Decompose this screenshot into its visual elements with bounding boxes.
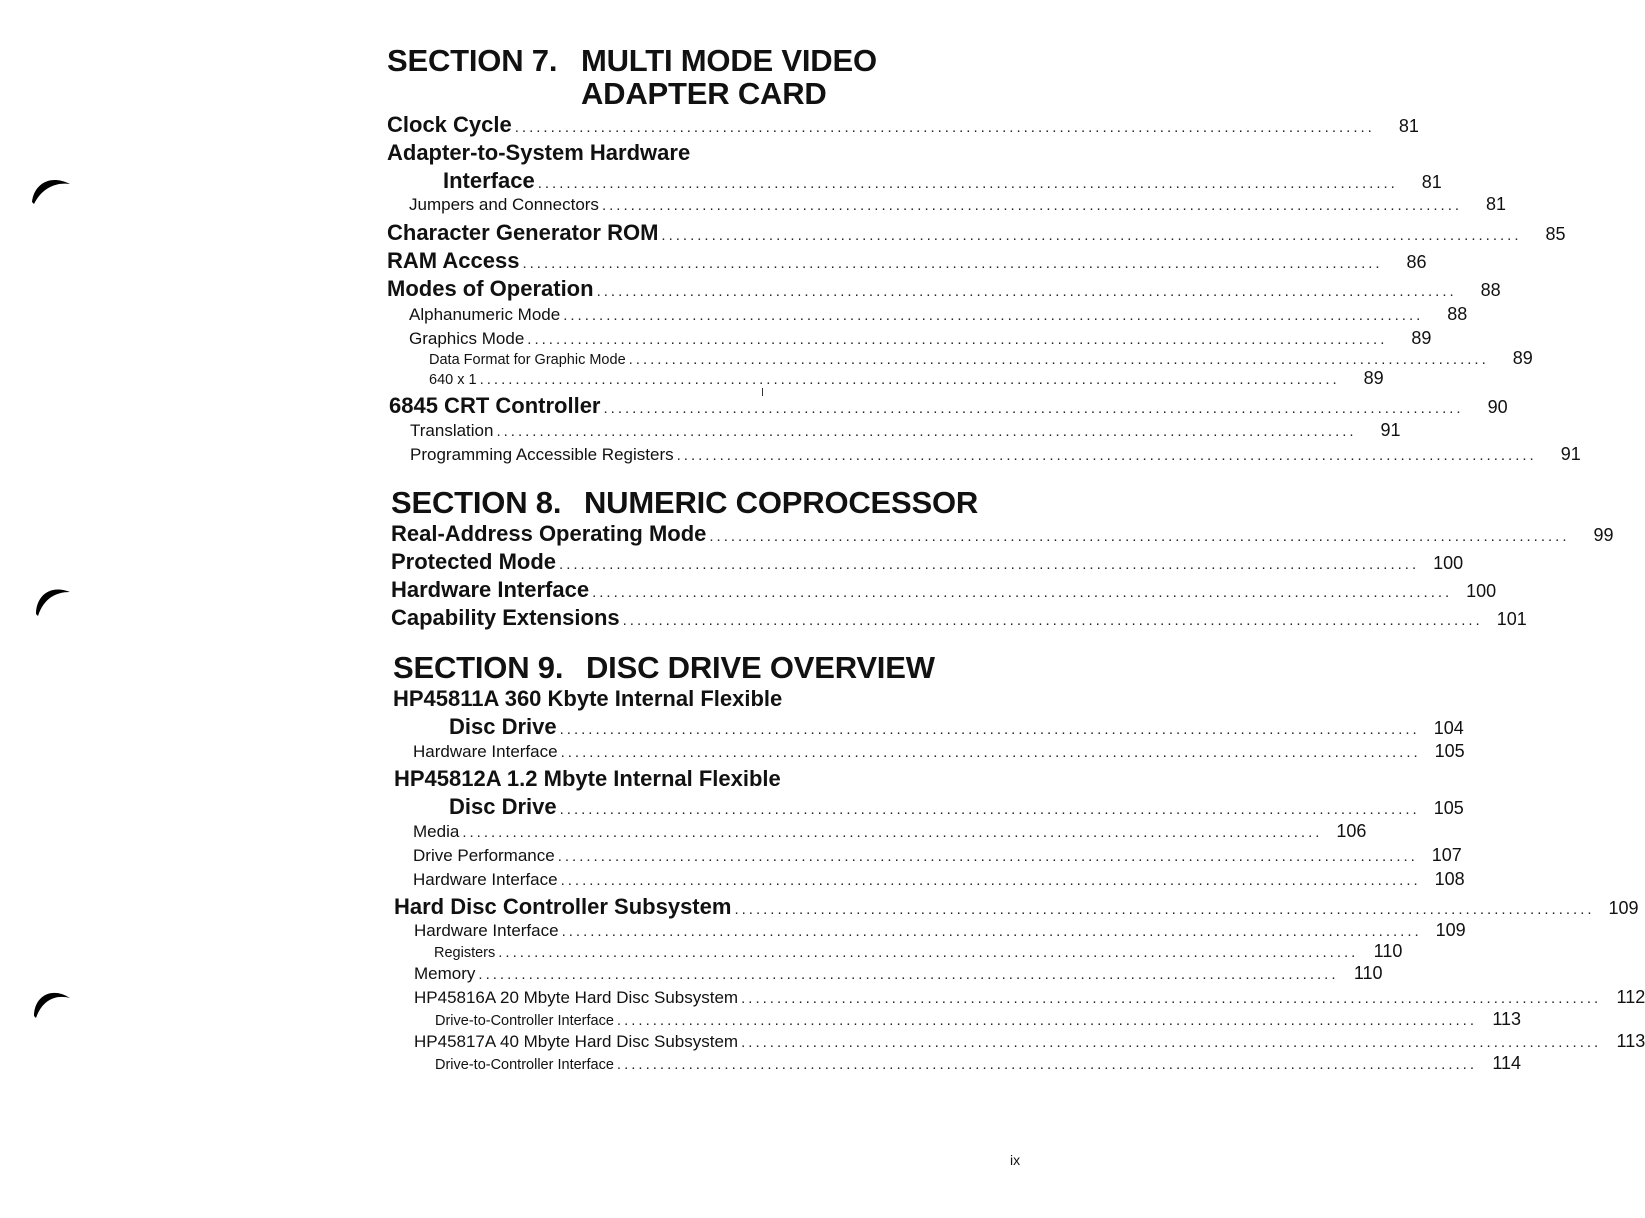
toc-entry[interactable] (409, 304, 1468, 325)
entry-page: 106 (1336, 821, 1367, 841)
entry-label: Registers (434, 945, 496, 961)
entry-label: Clock Cycle (387, 112, 512, 137)
entry-label: Capability Extensions (391, 605, 620, 630)
leader-dots: ........................................................................................................................ (478, 966, 1339, 983)
leader-dots: ........................................................................................................................ (479, 371, 1340, 388)
entry-page: 112 (1616, 987, 1645, 1007)
entry-page: 88 (1480, 280, 1501, 300)
toc-entry[interactable] (387, 276, 1501, 302)
section-number: SECTION 7. (387, 43, 558, 78)
entry-page: 108 (1434, 869, 1465, 889)
section-title-line: DISC DRIVE OVERVIEW (586, 650, 935, 685)
leader-dots: ........................................................................................................................ (496, 423, 1357, 440)
entry-label: Graphics Mode (409, 329, 525, 348)
entry-label: HP45816A 20 Mbyte Hard Disc Subsystem (414, 988, 739, 1007)
toc-entry-heading: Adapter-to-System Hardware (387, 140, 691, 165)
entry-page: 105 (1434, 741, 1465, 761)
leader-dots: ........................................................................................................................ (563, 307, 1424, 324)
entry-label: Disc Drive (449, 714, 557, 739)
leader-dots: ........................................................................................................................ (741, 990, 1602, 1007)
entry-page: 105 (1433, 798, 1464, 818)
entry-label: Hard Disc Controller Subsystem (394, 894, 732, 919)
entry-page: 85 (1545, 224, 1566, 244)
toc-entry[interactable] (391, 605, 1527, 631)
entry-label: HP45817A 40 Mbyte Hard Disc Subsystem (414, 1032, 739, 1051)
section-title-line: MULTI MODE VIDEO (581, 43, 877, 78)
entry-page: 110 (1373, 941, 1403, 961)
entry-label: RAM Access (387, 248, 520, 273)
entry-label: Protected Mode (391, 549, 557, 574)
toc-entry[interactable] (435, 1009, 1522, 1030)
toc-entry[interactable] (414, 987, 1645, 1008)
leader-dots: ........................................................................................................................ (559, 556, 1420, 573)
entry-page: 91 (1380, 420, 1401, 440)
punch-hole-bottom (30, 984, 72, 1018)
toc-entry[interactable] (409, 328, 1432, 349)
entry-label: 640 x 1 (429, 372, 477, 388)
entry-label: Media (413, 822, 460, 841)
entry-page: 107 (1431, 845, 1462, 865)
punch-hole-top (30, 172, 72, 206)
entry-page: 101 (1496, 609, 1527, 629)
leader-dots: ........................................................................................................................ (527, 331, 1388, 348)
leader-dots: ........................................................................................................................ (557, 848, 1418, 865)
entry-label: Character Generator ROM (387, 220, 659, 245)
entry-label: Disc Drive (449, 794, 557, 819)
entry-page: 100 (1433, 553, 1464, 573)
leader-dots: ........................................................................................................................ (709, 528, 1570, 545)
section-9-heading (393, 651, 1013, 685)
entry-page: 113 (1492, 1009, 1522, 1029)
section-number: SECTION 8. (391, 485, 562, 520)
leader-dots: ........................................................................................................................ (622, 612, 1483, 629)
entry-label: Drive Performance (413, 846, 555, 865)
entry-page: 100 (1466, 581, 1497, 601)
entry-label: Alphanumeric Mode (409, 305, 561, 324)
toc-entry[interactable] (391, 549, 1464, 575)
section-title-line: NUMERIC COPROCESSOR (584, 485, 979, 520)
toc-entry[interactable] (413, 869, 1465, 890)
toc-entry[interactable] (434, 941, 1403, 962)
leader-dots: ........................................................................................................................ (734, 901, 1595, 918)
entry-page: 109 (1608, 898, 1639, 918)
entry-label: Modes of Operation (387, 276, 594, 301)
leader-dots: ........................................................................................................................ (603, 400, 1464, 417)
entry-label: Programming Accessible Registers (410, 445, 674, 464)
entry-page: 81 (1421, 172, 1442, 192)
toc-entry-heading: HP45812A 1.2 Mbyte Internal Flexible (394, 766, 781, 791)
entry-page: 91 (1560, 444, 1581, 464)
leader-dots: ........................................................................................................................ (560, 744, 1421, 761)
toc-entry[interactable] (413, 821, 1367, 842)
entry-label: Hardware Interface (413, 742, 558, 761)
entry-page: 89 (1512, 348, 1533, 368)
leader-dots: ........................................................................................................................ (596, 283, 1457, 300)
leader-dots: ........................................................................................................................ (462, 824, 1323, 841)
entry-page: 89 (1363, 368, 1384, 388)
toc-entry[interactable] (443, 168, 1442, 194)
entry-label: Hardware Interface (391, 577, 590, 602)
toc-entry[interactable] (414, 1031, 1645, 1052)
entry-label: Drive-to-Controller Interface (435, 1013, 614, 1029)
toc-entry[interactable] (410, 444, 1581, 465)
leader-dots: ........................................................................................................................ (661, 227, 1522, 244)
entry-label: Real-Address Operating Mode (391, 521, 707, 546)
entry-page: 104 (1433, 718, 1464, 738)
leader-dots: ........................................................................................................................ (616, 1056, 1478, 1073)
toc-entry[interactable] (387, 248, 1427, 274)
entry-label: Memory (414, 964, 476, 983)
entry-page: 88 (1447, 304, 1468, 324)
section-8-heading (391, 486, 1011, 520)
leader-dots: ........................................................................................................................ (628, 351, 1489, 368)
toc-entry[interactable] (391, 521, 1614, 547)
leader-dots: ........................................................................................................................ (676, 447, 1537, 464)
entry-label: Interface (443, 168, 535, 193)
entry-label: Jumpers and Connectors (409, 195, 599, 214)
leader-dots: ........................................................................................................................ (592, 584, 1453, 601)
toc-entry[interactable] (389, 393, 1508, 419)
toc-entry[interactable] (429, 368, 1384, 389)
toc-entry[interactable] (413, 845, 1462, 866)
leader-dots: ........................................................................................................................ (741, 1034, 1602, 1051)
entry-label: Data Format for Graphic Mode (429, 352, 626, 368)
entry-page: 99 (1593, 525, 1614, 545)
toc-entry[interactable] (387, 220, 1566, 246)
toc-entry[interactable] (413, 741, 1465, 762)
entry-label: Hardware Interface (413, 870, 558, 889)
toc-entry[interactable] (414, 920, 1466, 941)
entry-label: Hardware Interface (414, 921, 559, 940)
leader-dots: ........................................................................................................................ (559, 801, 1420, 818)
toc-entry[interactable] (429, 348, 1533, 369)
toc-entry[interactable] (435, 1053, 1522, 1074)
toc-entry-heading: HP45811A 360 Kbyte Internal Flexible (393, 686, 783, 711)
entry-page: 86 (1406, 252, 1427, 272)
leader-dots: ........................................................................................................................ (601, 197, 1463, 214)
entry-page: 89 (1411, 328, 1432, 348)
toc-entry[interactable] (391, 577, 1497, 603)
section-number: SECTION 9. (393, 650, 564, 685)
entry-label: 6845 CRT Controller (389, 393, 601, 418)
section-7-heading (387, 44, 987, 112)
leader-dots: ........................................................................................................................ (522, 255, 1383, 272)
toc-entry[interactable] (449, 714, 1464, 740)
leader-dots: ........................................................................................................................ (616, 1012, 1478, 1029)
toc-entry[interactable] (410, 420, 1401, 441)
leader-dots: ........................................................................................................................ (561, 923, 1422, 940)
leader-dots: ........................................................................................................................ (514, 119, 1375, 136)
toc-entry[interactable] (414, 963, 1383, 984)
entry-label: Translation (410, 421, 494, 440)
section-title-line: ADAPTER CARD (581, 76, 827, 111)
entry-page: 81 (1398, 116, 1419, 136)
toc-entry[interactable] (394, 894, 1639, 920)
entry-page: 110 (1353, 963, 1383, 983)
leader-dots: ........................................................................................................................ (560, 872, 1421, 889)
leader-dots: ........................................................................................................................ (537, 175, 1398, 192)
entry-page: 113 (1616, 1031, 1645, 1051)
leader-dots: ........................................................................................................................ (559, 721, 1420, 738)
toc-entry[interactable] (449, 794, 1464, 820)
entry-label: Drive-to-Controller Interface (435, 1057, 614, 1073)
leader-dots: ........................................................................................................................ (498, 944, 1359, 961)
punch-hole-middle (30, 582, 72, 616)
entry-page: 114 (1492, 1053, 1522, 1073)
entry-page: 109 (1435, 920, 1466, 940)
toc-entry[interactable] (409, 194, 1507, 215)
page-number: ix (1010, 1152, 1021, 1168)
entry-page: 90 (1487, 397, 1508, 417)
entry-page: 81 (1486, 194, 1507, 214)
toc-entry[interactable] (387, 112, 1419, 138)
